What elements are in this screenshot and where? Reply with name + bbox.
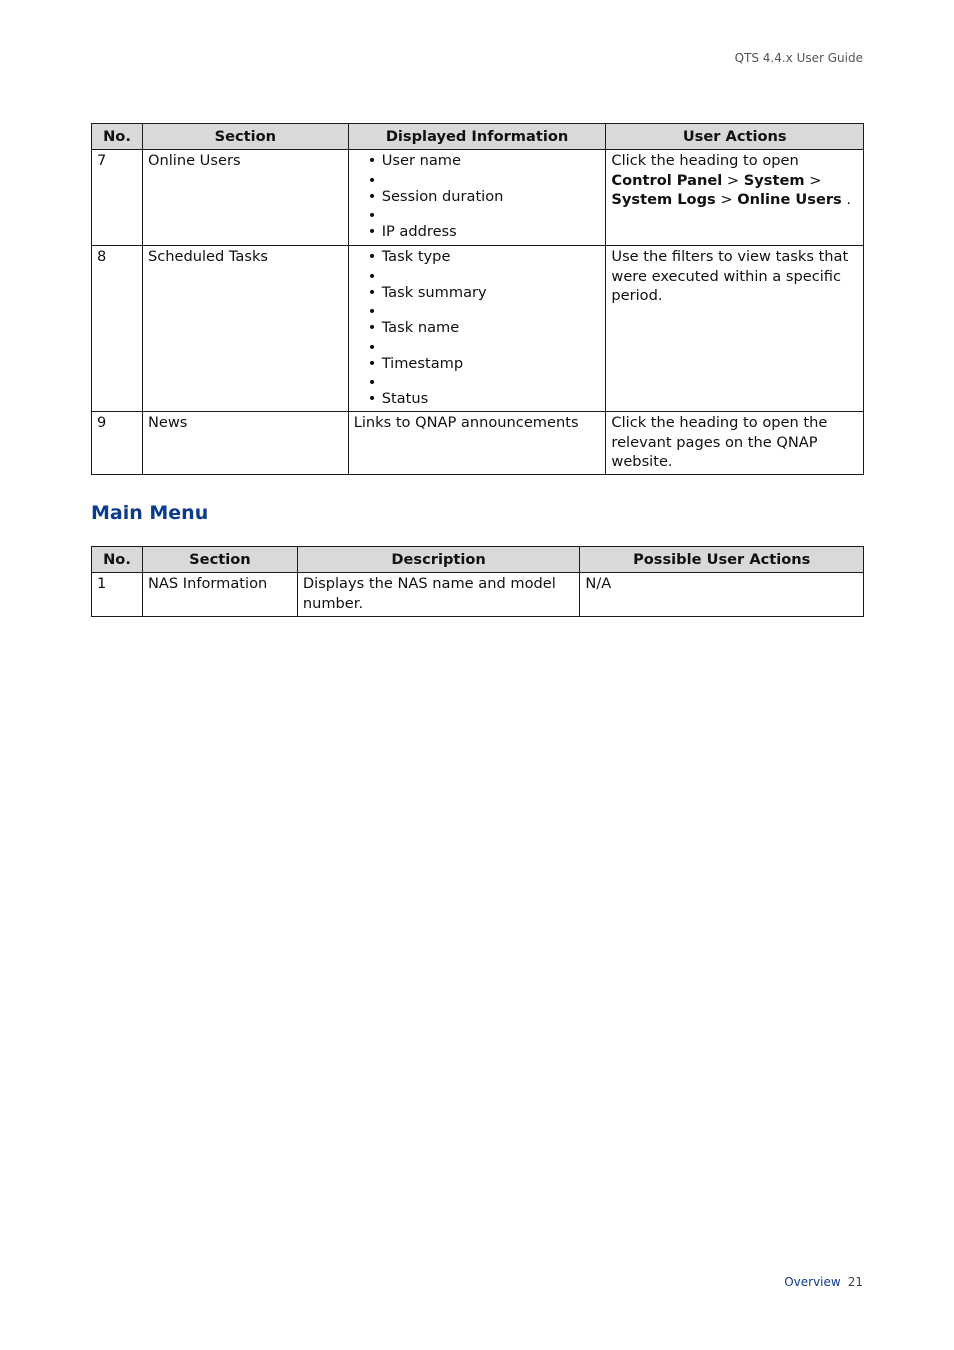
cell-no: 7 [92, 150, 143, 246]
list-item: • Timestamp [368, 354, 601, 374]
list-item: • Task summary [368, 283, 601, 303]
column-header-section: Section [142, 124, 348, 150]
table-row [92, 573, 864, 617]
list-item: • Status [368, 389, 601, 409]
cell-user-actions: Use the filters to view tasks that were executed within a specific period. [606, 246, 864, 412]
list-spacer [368, 373, 601, 389]
path-separator: > [722, 171, 744, 189]
dashboard-sections-table [91, 123, 864, 475]
menu-path-online-users: Online Users [737, 191, 842, 208]
list-item: • Session duration [368, 187, 601, 207]
footer-chapter: Overview [784, 1275, 841, 1289]
column-header-no: No. [92, 124, 143, 150]
cell-user-actions: Click the heading to open the relevant pages on the QNAP website. [606, 412, 864, 475]
cell-displayed-information [348, 150, 606, 246]
cell-displayed-information: Links to QNAP announcements [348, 412, 606, 475]
action-text-end: . [841, 191, 852, 208]
page-footer [784, 1275, 863, 1289]
cell-section: Scheduled Tasks [142, 246, 348, 412]
cell-section: NAS Information [142, 573, 297, 617]
list-item: • Task name [368, 318, 601, 338]
cell-no: 9 [92, 412, 143, 475]
guide-title: QTS 4.4.x User Guide [734, 51, 863, 65]
menu-path-system-logs: System Logs [611, 191, 716, 208]
cell-no: 8 [92, 246, 143, 412]
cell-no: 1 [92, 573, 143, 617]
cell-section: Online Users [142, 150, 348, 246]
cell-displayed-information [348, 246, 606, 412]
menu-path-control-panel: Control Panel [611, 171, 723, 189]
column-header-displayed-information: Displayed Information [348, 124, 606, 150]
menu-path-system: System [743, 171, 805, 189]
page-number: 21 [847, 1275, 863, 1289]
list-spacer [368, 206, 601, 222]
cell-possible-user-actions: N/A [580, 573, 864, 617]
table-row [92, 412, 864, 475]
path-separator: > [804, 171, 822, 189]
main-menu-table [91, 546, 864, 617]
table-header-row [92, 124, 864, 150]
cell-user-actions [606, 150, 864, 246]
column-header-user-actions: User Actions [606, 124, 864, 150]
info-list [354, 247, 601, 409]
table-row [92, 150, 864, 246]
cell-section: News [142, 412, 348, 475]
column-header-section: Section [142, 547, 297, 573]
list-spacer [368, 171, 601, 187]
path-separator: > [715, 191, 738, 208]
info-list [354, 151, 601, 242]
table-row [92, 246, 864, 412]
list-item: • User name [368, 151, 601, 171]
list-spacer [368, 338, 601, 354]
action-text: Click the heading to open [611, 152, 799, 169]
cell-description: Displays the NAS name and model number. [297, 573, 580, 617]
list-spacer [368, 302, 601, 318]
column-header-description: Description [297, 547, 580, 573]
section-heading-main-menu: Main Menu [91, 502, 209, 524]
list-item: • Task type [368, 247, 601, 267]
table-header-row [92, 547, 864, 573]
column-header-no: No. [92, 547, 143, 573]
column-header-possible-user-actions: Possible User Actions [580, 547, 864, 573]
list-item: • IP address [368, 222, 601, 242]
list-spacer [368, 267, 601, 283]
